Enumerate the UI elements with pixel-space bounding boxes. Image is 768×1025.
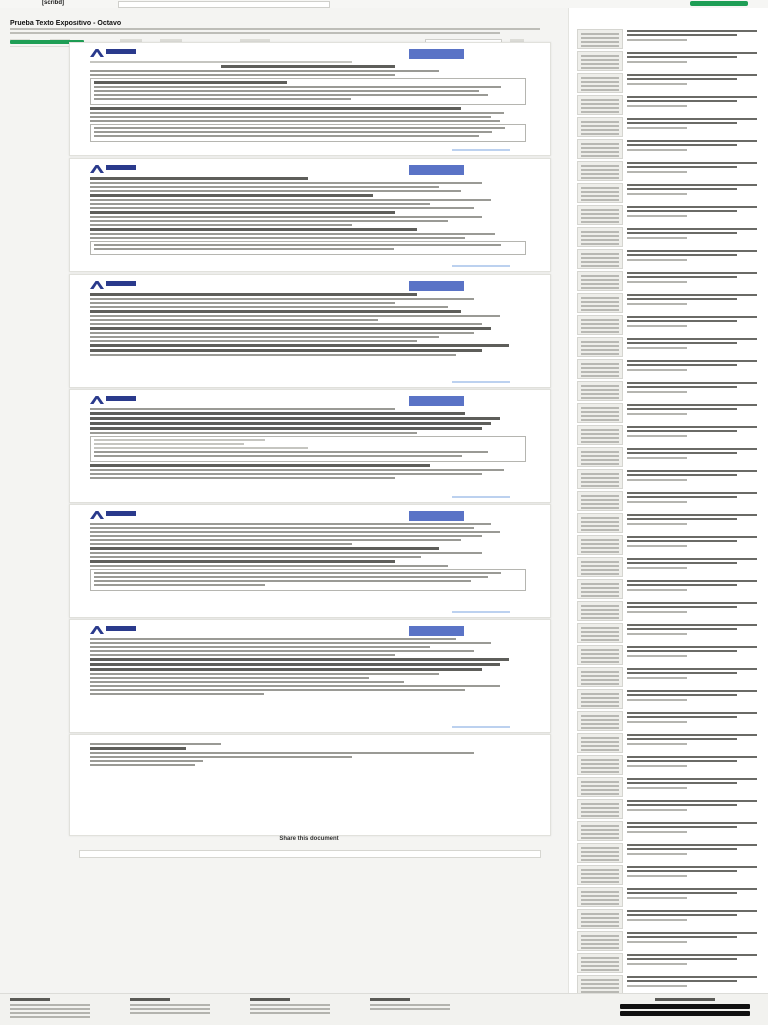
document-thumbnail bbox=[577, 403, 623, 423]
related-document-item[interactable] bbox=[577, 864, 765, 886]
top-nav-links bbox=[430, 1, 570, 6]
related-document-item[interactable] bbox=[577, 820, 765, 842]
document-thumbnail bbox=[577, 711, 623, 731]
document-thumbnail bbox=[577, 843, 623, 863]
related-document-item[interactable] bbox=[577, 798, 765, 820]
related-document-item[interactable] bbox=[577, 622, 765, 644]
related-document-item[interactable] bbox=[577, 160, 765, 182]
document-thumbnail bbox=[577, 777, 623, 797]
document-thumbnail bbox=[577, 337, 623, 357]
document-description bbox=[10, 28, 550, 38]
app-store-button[interactable] bbox=[620, 1004, 750, 1009]
document-thumbnail bbox=[577, 293, 623, 313]
related-document-item[interactable] bbox=[577, 886, 765, 908]
document-thumbnail bbox=[577, 183, 623, 203]
document-thumbnail bbox=[577, 557, 623, 577]
related-document-item[interactable] bbox=[577, 842, 765, 864]
document-thumbnail bbox=[577, 425, 623, 445]
document-thumbnail bbox=[577, 535, 623, 555]
related-document-item[interactable] bbox=[577, 490, 765, 512]
related-document-item[interactable] bbox=[577, 688, 765, 710]
app-download-links bbox=[620, 998, 750, 1022]
document-thumbnail bbox=[577, 821, 623, 841]
related-document-item[interactable] bbox=[577, 94, 765, 116]
related-document-item[interactable] bbox=[577, 402, 765, 424]
related-document-item[interactable] bbox=[577, 754, 765, 776]
footer-column bbox=[130, 998, 240, 1022]
related-document-item[interactable] bbox=[577, 512, 765, 534]
related-document-item[interactable] bbox=[577, 292, 765, 314]
document-thumbnail bbox=[577, 205, 623, 225]
footer-column bbox=[370, 998, 480, 1022]
related-document-item[interactable] bbox=[577, 226, 765, 248]
related-document-item[interactable] bbox=[577, 446, 765, 468]
related-document-item[interactable] bbox=[577, 28, 765, 50]
document-page-7 bbox=[69, 734, 551, 836]
share-link-field[interactable] bbox=[79, 850, 541, 858]
share-title: Share this document bbox=[279, 836, 339, 842]
instructions-box bbox=[90, 78, 526, 105]
search-input[interactable] bbox=[118, 1, 330, 8]
footer-column bbox=[10, 998, 120, 1022]
document-thumbnail bbox=[577, 645, 623, 665]
document-thumbnail bbox=[577, 51, 623, 71]
related-document-item[interactable] bbox=[577, 468, 765, 490]
related-document-item[interactable] bbox=[577, 534, 765, 556]
document-thumbnail bbox=[577, 975, 623, 995]
related-document-item[interactable] bbox=[577, 732, 765, 754]
related-document-item[interactable] bbox=[577, 336, 765, 358]
related-document-item[interactable] bbox=[577, 358, 765, 380]
document-thumbnail bbox=[577, 799, 623, 819]
footer-column bbox=[250, 998, 360, 1022]
document-thumbnail bbox=[577, 381, 623, 401]
related-document-item[interactable] bbox=[577, 72, 765, 94]
document-thumbnail bbox=[577, 73, 623, 93]
school-logo bbox=[90, 49, 138, 57]
related-document-item[interactable] bbox=[577, 138, 765, 160]
document-thumbnail bbox=[577, 667, 623, 687]
document-page-5 bbox=[69, 504, 551, 618]
document-thumbnail bbox=[577, 865, 623, 885]
related-document-item[interactable] bbox=[577, 270, 765, 292]
document-thumbnail bbox=[577, 315, 623, 335]
document-thumbnail bbox=[577, 909, 623, 929]
share-section bbox=[69, 836, 549, 858]
document-thumbnail bbox=[577, 513, 623, 533]
document-thumbnail bbox=[577, 249, 623, 269]
document-thumbnail bbox=[577, 733, 623, 753]
document-thumbnail bbox=[577, 95, 623, 115]
related-document-item[interactable] bbox=[577, 600, 765, 622]
page-footer bbox=[0, 993, 768, 1025]
related-document-item[interactable] bbox=[577, 776, 765, 798]
related-document-item[interactable] bbox=[577, 710, 765, 732]
document-thumbnail bbox=[577, 447, 623, 467]
document-thumbnail bbox=[577, 469, 623, 489]
related-document-item[interactable] bbox=[577, 380, 765, 402]
related-document-item[interactable] bbox=[577, 908, 765, 930]
related-document-item[interactable] bbox=[577, 424, 765, 446]
related-document-item[interactable] bbox=[577, 248, 765, 270]
related-document-item[interactable] bbox=[577, 578, 765, 600]
document-title: Prueba Texto Expositivo - Octavo bbox=[10, 20, 122, 27]
document-thumbnail bbox=[577, 953, 623, 973]
document-page-1 bbox=[69, 42, 551, 156]
document-thumbnail bbox=[577, 689, 623, 709]
share-icons bbox=[291, 845, 331, 849]
related-document-item[interactable] bbox=[577, 50, 765, 72]
document-thumbnail bbox=[577, 579, 623, 599]
document-page-4 bbox=[69, 389, 551, 503]
document-thumbnail bbox=[577, 161, 623, 181]
document-main-area bbox=[0, 8, 568, 993]
document-thumbnail bbox=[577, 755, 623, 775]
related-document-item[interactable] bbox=[577, 666, 765, 688]
related-document-item[interactable] bbox=[577, 556, 765, 578]
related-document-item[interactable] bbox=[577, 116, 765, 138]
document-thumbnail bbox=[577, 887, 623, 907]
document-thumbnail bbox=[577, 271, 623, 291]
document-thumbnail bbox=[577, 931, 623, 951]
document-thumbnail bbox=[577, 139, 623, 159]
primary-action-button[interactable] bbox=[690, 1, 748, 6]
related-document-item[interactable] bbox=[577, 314, 765, 336]
related-document-item[interactable] bbox=[577, 952, 765, 974]
document-thumbnail bbox=[577, 29, 623, 49]
document-thumbnail bbox=[577, 227, 623, 247]
document-thumbnail bbox=[577, 359, 623, 379]
related-document-item[interactable] bbox=[577, 182, 765, 204]
related-document-item[interactable] bbox=[577, 644, 765, 666]
play-store-button[interactable] bbox=[620, 1011, 750, 1016]
related-document-item[interactable] bbox=[577, 930, 765, 952]
related-document-item[interactable] bbox=[577, 204, 765, 226]
document-thumbnail bbox=[577, 117, 623, 137]
related-documents-sidebar bbox=[568, 8, 768, 993]
document-thumbnail bbox=[577, 623, 623, 643]
document-thumbnail bbox=[577, 491, 623, 511]
document-page-3 bbox=[69, 274, 551, 388]
document-thumbnail bbox=[577, 601, 623, 621]
document-page-6 bbox=[69, 619, 551, 733]
page-banner bbox=[409, 49, 464, 59]
site-logo[interactable]: [scribd] bbox=[42, 0, 65, 6]
document-page-2 bbox=[69, 158, 551, 272]
